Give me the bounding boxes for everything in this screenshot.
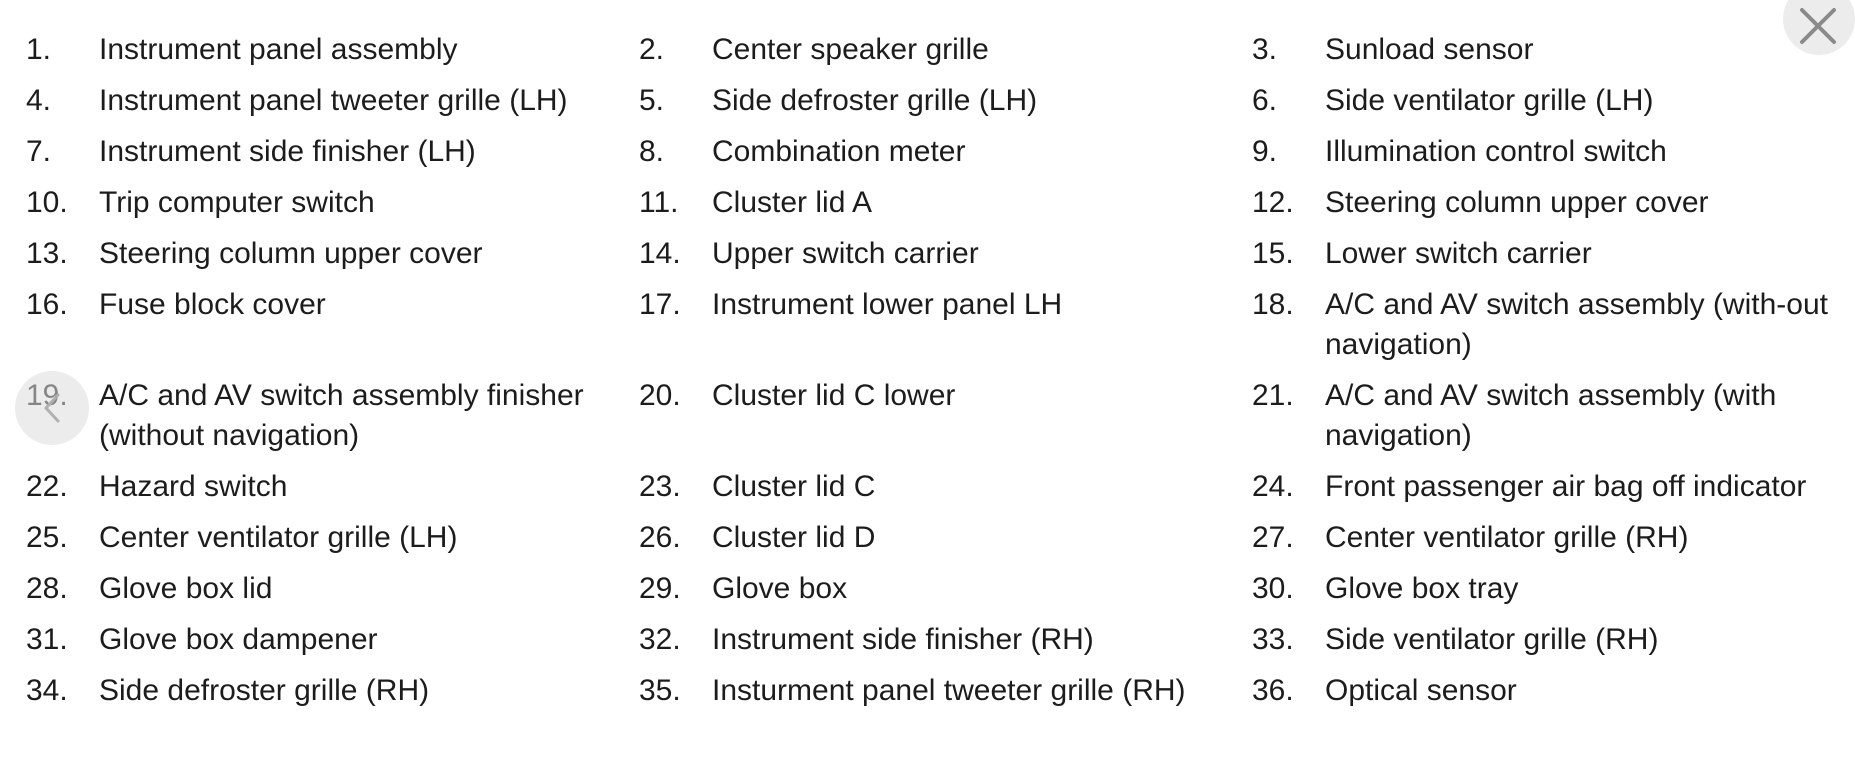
legend-item-number: 31. [26,623,68,656]
legend-item-number: 20. [639,379,681,412]
legend-item-number: 17. [639,288,681,321]
legend-item-label: Illumination control switch [1325,135,1667,168]
legend-item-label: A/C and AV switch assembly finisher (without navigation) [99,379,584,452]
legend-item-number: 7. [26,135,52,168]
legend-item-label: Side ventilator grille (LH) [1325,84,1654,117]
legend-item-label: Cluster lid D [712,521,876,554]
legend-item-label: A/C and AV switch assembly (with-out navigation) [1325,288,1828,361]
legend-item-label: Optical sensor [1325,674,1517,707]
legend-item-label: Instrument lower panel LH [712,288,1063,321]
legend-item-number: 16. [26,288,68,321]
legend-item-number: 12. [1252,186,1294,219]
legend-item-label: Side ventilator grille (RH) [1325,623,1659,656]
chevron-left-icon [39,391,65,425]
parts-legend [26,30,1855,722]
legend-item-label: A/C and AV switch assembly (with navigation) [1325,379,1777,452]
legend-item-number: 33. [1252,623,1294,656]
legend-item-number: 28. [26,572,68,605]
legend-item-number: 18. [1252,288,1294,321]
legend-item-number: 8. [639,135,665,168]
legend-item-number: 32. [639,623,681,656]
legend-item-label: Glove box tray [1325,572,1519,605]
legend-item-label: Center ventilator grille (RH) [1325,521,1689,554]
legend-item-label: Center speaker grille [712,33,989,66]
legend-item-label: Steering column upper cover [1325,186,1709,219]
legend-item-number: 30. [1252,572,1294,605]
legend-item-number: 27. [1252,521,1294,554]
legend-item-label: Upper switch carrier [712,237,979,270]
legend-item-label: Lower switch carrier [1325,237,1592,270]
legend-item-label: Trip computer switch [99,186,375,219]
legend-item-number: 6. [1252,84,1278,117]
legend-item-number: 25. [26,521,68,554]
legend-item-number: 36. [1252,674,1294,707]
legend-item-label: Side defroster grille (LH) [712,84,1038,117]
legend-item-number: 3. [1252,33,1278,66]
legend-item-number: 26. [639,521,681,554]
legend-item-label: Fuse block cover [99,288,326,321]
legend-item-number: 11. [639,186,679,219]
legend-item-number: 21. [1252,379,1294,412]
legend-item-label: Instrument side finisher (LH) [99,135,476,168]
legend-item-number: 23. [639,470,681,503]
legend-item-label: Cluster lid C lower [712,379,956,412]
legend-item-label: Glove box lid [99,572,273,605]
legend-item-label: Cluster lid A [712,186,873,219]
legend-item-number: 35. [639,674,681,707]
legend-item-number: 29. [639,572,681,605]
legend-item-label: Combination meter [712,135,966,168]
legend-item-number: 4. [26,84,52,117]
legend-item-label: Sunload sensor [1325,33,1534,66]
legend-item-label: Side defroster grille (RH) [99,674,430,707]
legend-item-number: 9. [1252,135,1278,168]
legend-item-label: Hazard switch [99,470,288,503]
legend-item-label: Steering column upper cover [99,237,483,270]
legend-item-label: Glove box dampener [99,623,378,656]
legend-item-label: Instrument panel assembly [99,33,458,66]
legend-item-label: Center ventilator grille (LH) [99,521,458,554]
legend-item-number: 24. [1252,470,1294,503]
legend-item-number: 2. [639,33,665,66]
legend-item-number: 10. [26,186,68,219]
legend-item-label: Front passenger air bag off indicator [1325,470,1807,503]
legend-item-label: Insturment panel tweeter grille (RH) [712,674,1186,707]
legend-item-label: Cluster lid C [712,470,876,503]
legend-item-number: 14. [639,237,681,270]
legend-item-number: 1. [26,33,52,66]
previous-button[interactable] [15,371,89,445]
close-icon [1798,6,1838,46]
legend-item-label: Instrument side finisher (RH) [712,623,1094,656]
legend-item-number: 13. [26,237,68,270]
legend-item-label: Glove box [712,572,848,605]
legend-item-label: Instrument panel tweeter grille (LH) [99,84,568,117]
legend-item-number: 34. [26,674,68,707]
legend-item-number: 5. [639,84,665,117]
legend-item-number: 22. [26,470,68,503]
legend-item-number: 15. [1252,237,1294,270]
